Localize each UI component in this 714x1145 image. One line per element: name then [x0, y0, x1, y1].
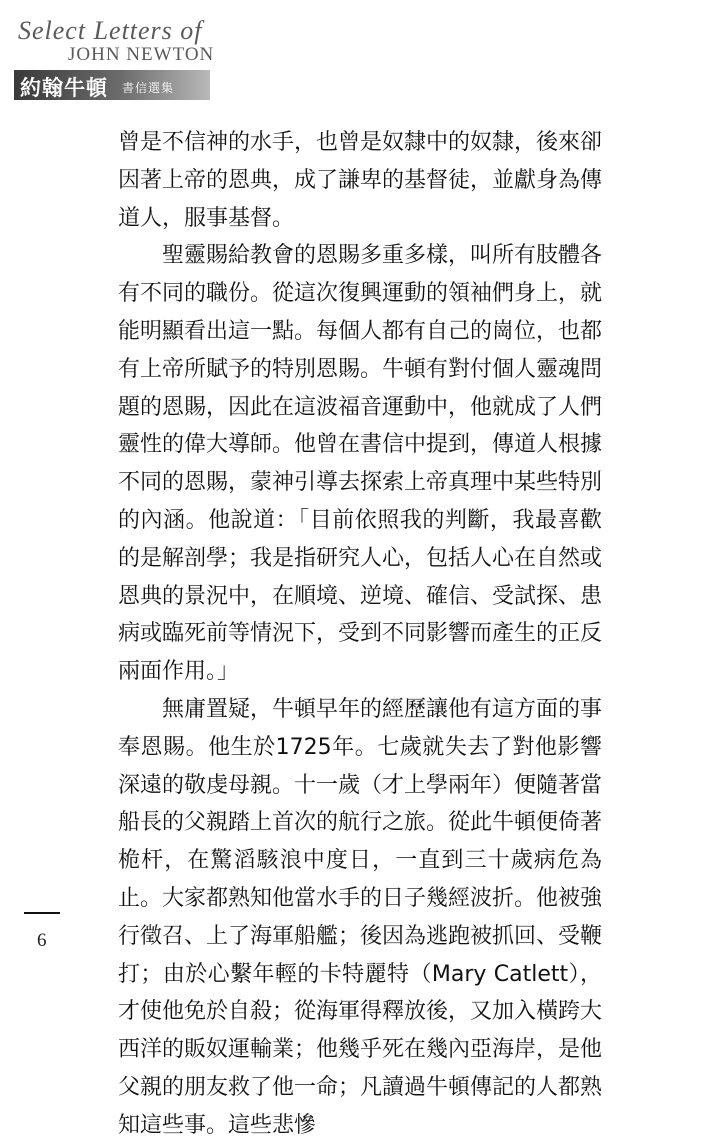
logo-script-title: Select Letters of [18, 16, 203, 45]
logo-author-zh: 約翰牛頓 [20, 76, 108, 100]
paragraph: 聖靈賜給教會的恩賜多重多樣，叫所有肢體各有不同的職份。從這次復興運動的領袖們身上，就能明顯看出這一點。每個人都有自己的崗位，也都有上帝所賦予的特別恩賜。牛頓有對付個人靈魂問題的恩賜，因此在這波福音運動中，他就成了人們靈性的偉大導師。他曾在書信中提到，傳道人根據不同的恩賜，蒙神引導去探索上帝真理中某些特別的內涵。他說道：「目前依照我的判斷，我最喜歡的是解剖學；我是指研究人心，包括人心在自然或恩典的景況中，在順境、逆境、確信、受試探、患病或臨死前等情況下，受到不同影響而產生的正反兩面作用。」 [118, 243, 603, 685]
logo-author-en: JOHN NEWTON [68, 44, 215, 65]
paragraph: 無庸置疑，牛頓早年的經歷讓他有這方面的事奉恩賜。他生於1725年。七歲就失去了對他影響深遠的敬虔母親。十一歲（才上學兩年）便隨著當船長的父親踏上首次的航行之旅。從此牛頓便倚著桅杆，在驚滔駭浪中度日，一直到三十歲病危為止。大家都熟知他當水手的日子幾經波折。他被強行徵召、上了海軍船艦；後因為逃跑被抓回、受鞭打；由於心繫年輕的卡特麗特（Mary Catlett），才使他免於自殺；從海軍得釋放後，又加入橫跨大西洋的販奴運輸業；他幾乎死在幾內亞海岸，是他父親的朋友救了他一命；凡讀過牛頓傳記的人都熟知這些事。這些悲慘 [118, 696, 603, 1138]
paragraph-continued: 曾是不信神的水手，也曾是奴隸中的奴隸，後來卻因著上帝的恩典，成了謙卑的基督徒，並獻身為傳道人，服事基督。 [118, 130, 603, 231]
page-number: 6 [37, 930, 47, 951]
body-text [118, 124, 602, 1145]
logo-subtitle-zh: 書信選集 [122, 81, 175, 95]
footer-rule [24, 912, 60, 914]
logo-title-bar [14, 70, 210, 100]
book-logo [14, 14, 214, 102]
